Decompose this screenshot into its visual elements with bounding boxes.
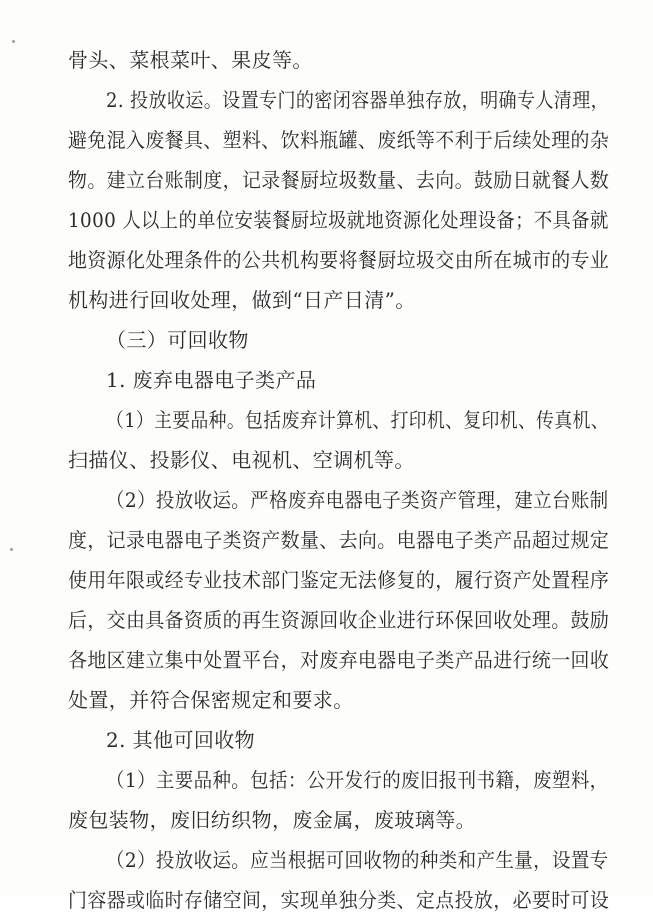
text-line: （1）主要品种。包括：公开发行的废旧报刊书籍，废塑料，: [106, 768, 609, 792]
text-line: 2. 投放收运。设置专门的密闭容器单独存放，明确专人清理，: [106, 88, 610, 112]
subsection-heading: 1. 废弃电器电子类产品: [106, 368, 317, 392]
text-line: 度，记录电器电子类资产数量、去向。电器电子类产品超过规定: [68, 528, 610, 552]
text-line: 1000 人以上的单位安装餐厨垃圾就地资源化处理设备；不具备就: [68, 208, 609, 232]
text-line: 使用年限或经专业技术部门鉴定无法修复的，履行资产处置程序: [68, 568, 610, 592]
text-line: 处置，并符合保密规定和要求。: [68, 688, 354, 712]
text-line: 机构进行回收处理，做到“日产日清”。: [68, 288, 416, 312]
text-line: 各地区建立集中处置平台，对废弃电器电子类产品进行统一回收: [68, 648, 610, 672]
scan-speck: [12, 40, 15, 43]
text-line: 物。建立台账制度，记录餐厨垃圾数量、去向。鼓励日就餐人数: [68, 168, 610, 192]
text-line: 门容器或临时存储空间，实现单独分类、定点投放，必要时可设: [68, 888, 610, 912]
text-line: 废包装物，废旧纺织物，废金属，废玻璃等。: [68, 808, 476, 832]
text-line: 地资源化处理条件的公共机构要将餐厨垃圾交由所在城市的专业: [68, 248, 610, 272]
subsection-heading: 2. 其他可回收物: [106, 728, 256, 752]
text-line: （2）投放收运。应当根据可回收物的种类和产生量，设置专: [106, 848, 609, 872]
text-line: （2）投放收运。严格废弃电器电子类资产管理，建立台账制: [106, 488, 609, 512]
section-heading: （三）可回收物: [106, 328, 249, 352]
text-line: （1）主要品种。包括废弃计算机、打印机、复印机、传真机、: [106, 408, 609, 432]
text-line: 扫描仪、投影仪、电视机、空调机等。: [68, 448, 415, 472]
text-line: 后，交由具备资质的再生资源回收企业进行环保回收处理。鼓励: [68, 608, 610, 632]
scan-speck: [10, 548, 13, 551]
text-line: 避免混入废餐具、塑料、饮料瓶罐、废纸等不利于后续处理的杂: [68, 128, 610, 152]
text-line: 骨头、菜根菜叶、果皮等。: [68, 48, 313, 72]
